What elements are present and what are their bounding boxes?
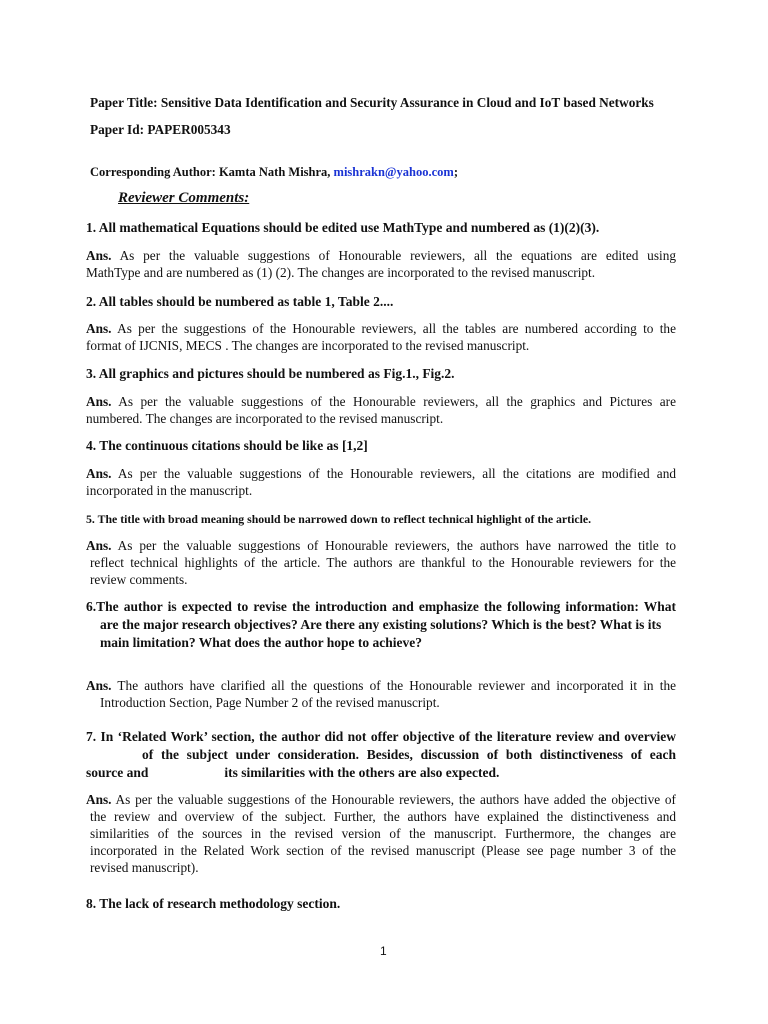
author-label: Corresponding Author: Kamta Nath Mishra, bbox=[90, 165, 331, 179]
comment-1-answer: Ans. As per the valuable suggestions of Honourable reviewers, all the equations are edited using MathType and are numbered as (1) (2). The changes are incorporated to the revised manuscript. bbox=[86, 248, 676, 280]
ans-label: Ans. bbox=[86, 678, 112, 693]
ans-label: Ans. bbox=[86, 321, 112, 336]
section-title: Reviewer Comments: bbox=[118, 190, 250, 206]
comment-3-question: 3. All graphics and pictures should be numbered as Fig.1., Fig.2. bbox=[86, 366, 455, 381]
paper-id: Paper Id: PAPER005343 bbox=[90, 122, 231, 137]
ans-text: As per the valuable suggestions of the Honourable reviewers, all the citations are modified and bbox=[111, 466, 676, 481]
comment-4-answer: Ans. As per the valuable suggestions of the Honourable reviewers, all the citations are modified and incorporated in the manuscript. bbox=[86, 466, 676, 498]
author-tail: ; bbox=[453, 165, 459, 179]
ans-text: As per the suggestions of the Honourable reviewers, all the tables are numbered according to the bbox=[111, 321, 676, 336]
ans-text: As per the valuable suggestions of the Honourable reviewers, the authors have added the objective of bbox=[111, 792, 676, 807]
comment-2-answer: Ans. As per the suggestions of the Honourable reviewers, all the tables are numbered according to the format of IJCNIS, MECS . The changes are incorporated to the revised manuscript. bbox=[86, 321, 676, 353]
comment-2-question: 2. All tables should be numbered as table 1, Table 2.... bbox=[86, 294, 394, 309]
ans-text: As per the valuable suggestions of the Honourable reviewers, all the graphics and Pictures are bbox=[111, 394, 676, 409]
comment-5-answer: Ans. As per the valuable suggestions of Honourable reviewers, the authors have narrowed the title to reflect technical highlights of the article. The authors are thankful to the Honourable reviewers for the review comments. bbox=[86, 538, 676, 587]
ans-text: As per the valuable suggestions of Honourable reviewers, all the equations are edited using bbox=[111, 248, 676, 263]
comment-4-question: 4. The continuous citations should be like as [1,2] bbox=[86, 438, 368, 453]
comment-3-answer: Ans. As per the valuable suggestions of the Honourable reviewers, all the graphics and Pictures are numbered. The changes are incorporated to the revised manuscript. bbox=[86, 394, 676, 426]
ans-label: Ans. bbox=[86, 792, 112, 807]
ans-text: As per the valuable suggestions of Honourable reviewers, the authors have narrowed the title to bbox=[111, 538, 676, 553]
author-email-link[interactable]: mishrakn@yahoo.com bbox=[333, 165, 454, 179]
ans-label: Ans. bbox=[86, 538, 112, 553]
ans-text: The authors have clarified all the questions of the Honourable reviewer and incorporated it in the bbox=[111, 678, 676, 693]
ans-label: Ans. bbox=[86, 248, 112, 263]
ans-label: Ans. bbox=[86, 394, 112, 409]
comment-6-answer: Ans. The authors have clarified all the questions of the Honourable reviewer and incorporated it in the Introduction Section, Page Number 2 of the revised manuscript. bbox=[86, 678, 676, 710]
comment-7-answer: Ans. As per the valuable suggestions of the Honourable reviewers, the authors have added the objective of the review and overview of the subject. Further, the authors have explained the distinctiveness and similarities of the sources in the revised version of the manuscript. Furthermore, the changes are incorporated in the Related Work section of the revised manuscript (Please see page number 3 of the revised manuscript). bbox=[86, 792, 676, 875]
comment-6-question: 6.The author is expected to revise the introduction and emphasize the following information: What are the major research objectives? Are there any existing solutions? Which is the best? What is its main limitation? What does the author hope to achieve? bbox=[86, 599, 676, 650]
paper-title: Paper Title: Sensitive Data Identification and Security Assurance in Cloud and IoT based Networks bbox=[90, 95, 654, 110]
corresponding-author bbox=[90, 164, 458, 181]
ans-label: Ans. bbox=[86, 466, 112, 481]
comment-8-question: 8. The lack of research methodology section. bbox=[86, 896, 341, 911]
page-number: 1 bbox=[380, 944, 387, 958]
comment-5-question: 5. The title with broad meaning should be narrowed down to reflect technical highlight of the article. bbox=[86, 512, 592, 526]
comment-1-question: 1. All mathematical Equations should be edited use MathType and numbered as (1)(2)(3). bbox=[86, 220, 600, 235]
comment-7-question: 7. In ‘Related Work’ section, the author did not offer objective of the literature review and overview of the subject under consideration. Besides, discussion of both distinctiveness of each source and its similarities with the others are also expected. bbox=[86, 729, 676, 780]
